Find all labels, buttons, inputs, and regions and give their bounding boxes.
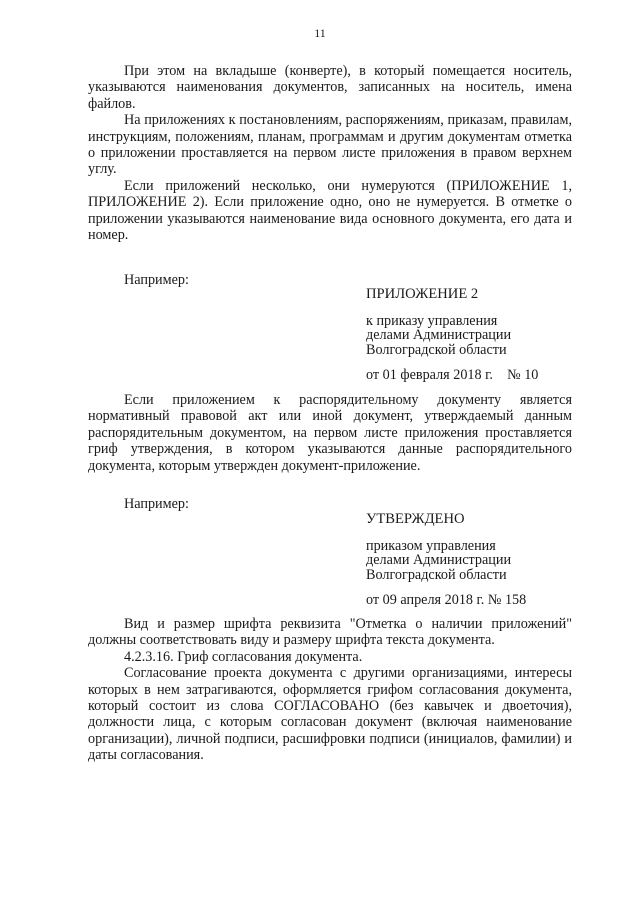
approval-line-3: Волгоградской области: [366, 566, 507, 583]
approval-stamp-example: [366, 512, 526, 608]
approval-line-2: делами Администрации: [366, 552, 512, 569]
appendix-heading: ПРИЛОЖЕНИЕ 2: [366, 286, 479, 302]
example-label-1: Например:: [124, 272, 189, 288]
bottom-section: [88, 616, 572, 764]
example-label-2: Например:: [124, 496, 189, 512]
approval-date: от 09 апреля 2018 г. № 158: [366, 592, 527, 609]
paragraph-appendix-numbering: Если приложений несколько, они нумеруются (ПРИЛОЖЕНИЕ 1, ПРИЛОЖЕНИЕ 2). Если приложение одно, оно не нумеруется. В отметке о приложении указываются наименование вида основного документа, его дата и номер.: [88, 177, 572, 244]
page-number: 11: [314, 26, 326, 40]
paragraph-font-requirement: Вид и размер шрифта реквизита "Отметка о наличии приложений" должны соответствовать виду и размеру шрифта текста документа.: [88, 616, 572, 649]
appendix-line-3: Волгоградской области: [366, 341, 507, 358]
paragraph-approval-grif: Согласование проекта документа с другими организациями, интересы которых в нем затрагиваются, оформляется грифом согласования документа, который состоит из слова СОГЛАСОВАНО (без кавычек и двоеточия), должности лица, с которым согласован документ (включая наименование организации), личной подписи, расшифровки подписи (инициалов, фамилии) и даты согласования.: [88, 665, 572, 764]
paragraph-media-envelope: При этом на вкладыше (конверте), в который помещается носитель, указываются наименования документов, записанных на носитель, имена файлов.: [88, 63, 572, 112]
middle-section: [88, 392, 572, 474]
approval-line-1: приказом управления: [366, 537, 496, 554]
approval-heading: УТВЕРЖДЕНО: [366, 511, 465, 527]
paragraph-approval-stamp: Если приложением к распорядительному документу является нормативный правовой акт или иной документ, утверждаемый данным распорядительным документом, на первом листе приложения проставляется гриф утверждения, в котором указываются данные распорядительного документа, которым утвержден документ-приложение.: [88, 392, 572, 474]
paragraph-appendix-mark: На приложениях к постановлениям, распоряжениям, приказам, правилам, инструкциям, положениям, планам, программам и другим документам отметка о приложении проставляется на первом листе приложения в правом верхнем углу.: [88, 112, 572, 178]
section-heading-4-2-3-16: 4.2.3.16. Гриф согласования документа.: [124, 648, 363, 665]
appendix-date: от 01 февраля 2018 г. № 10: [366, 367, 539, 384]
appendix-line-2: делами Администрации: [366, 327, 512, 344]
appendix-line-1: к приказу управления: [366, 312, 498, 329]
appendix-mark-example: [366, 287, 538, 383]
top-section: [88, 63, 572, 243]
